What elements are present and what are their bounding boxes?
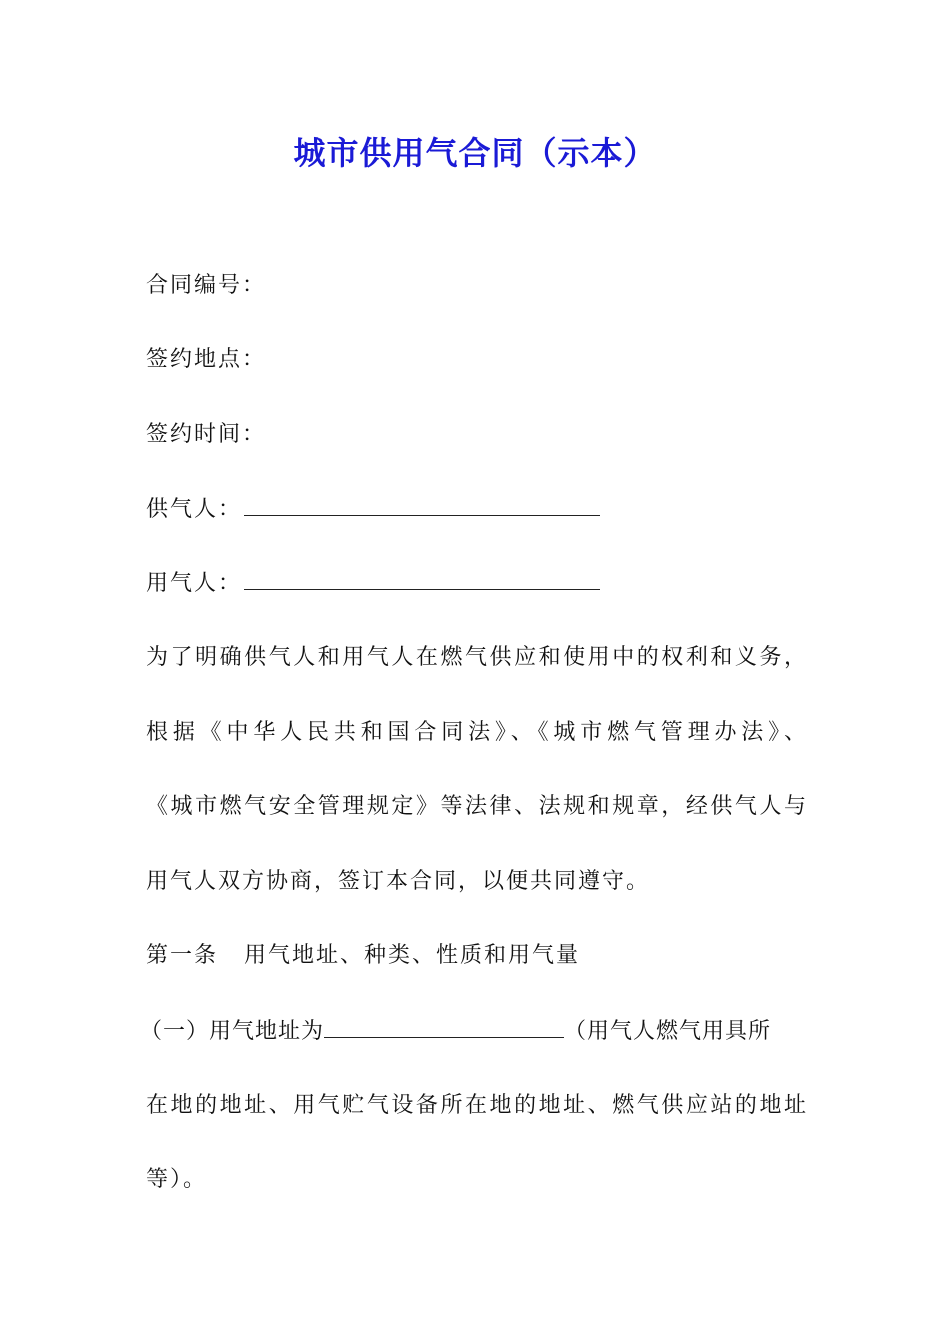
preamble-line-1: 为了明确供气人和用气人在燃气供应和使用中的权利和义务， [146, 645, 806, 670]
sign-place-field [146, 344, 806, 376]
article-1-number: 第一条 [146, 943, 219, 968]
supplier-blank-line [244, 493, 600, 516]
supplier-label: 供气人： [146, 497, 243, 522]
preamble-line-2: 根据《中华人民共和国合同法》、《城市燃气管理办法》、 [146, 720, 806, 745]
article-1-item-1-line-3: 等）。 [146, 1167, 208, 1192]
user-label: 用气人： [146, 571, 243, 596]
supplier-field [146, 493, 806, 526]
preamble-line-3: 《城市燃气安全管理规定》等法律、法规和规章，经供气人与 [146, 794, 806, 819]
sign-time-label: 签约时间： [146, 422, 267, 447]
article-1-title: 用气地址、种类、性质和用气量 [244, 943, 581, 968]
article-1-item-1-line-1 [140, 1015, 806, 1048]
item-1-prefix: （一）用气地址为 [140, 1019, 325, 1044]
sign-place-label: 签约地点： [146, 347, 267, 372]
item-1-suffix: （用气人燃气用具所 [564, 1019, 772, 1044]
contract-number-field [146, 270, 806, 302]
contract-number-label: 合同编号： [146, 273, 267, 298]
address-blank-line [324, 1015, 564, 1038]
user-blank-line [244, 567, 600, 590]
article-1-heading [146, 940, 806, 972]
preamble-line-4: 用气人双方协商，签订本合同，以便共同遵守。 [146, 869, 651, 894]
page-title: 城市供用气合同（示本） [293, 134, 657, 172]
user-field [146, 567, 806, 600]
article-1-item-1-line-2: 在地的地址、用气贮气设备所在地的地址、燃气供应站的地址 [146, 1093, 806, 1118]
sign-time-field [146, 419, 806, 451]
